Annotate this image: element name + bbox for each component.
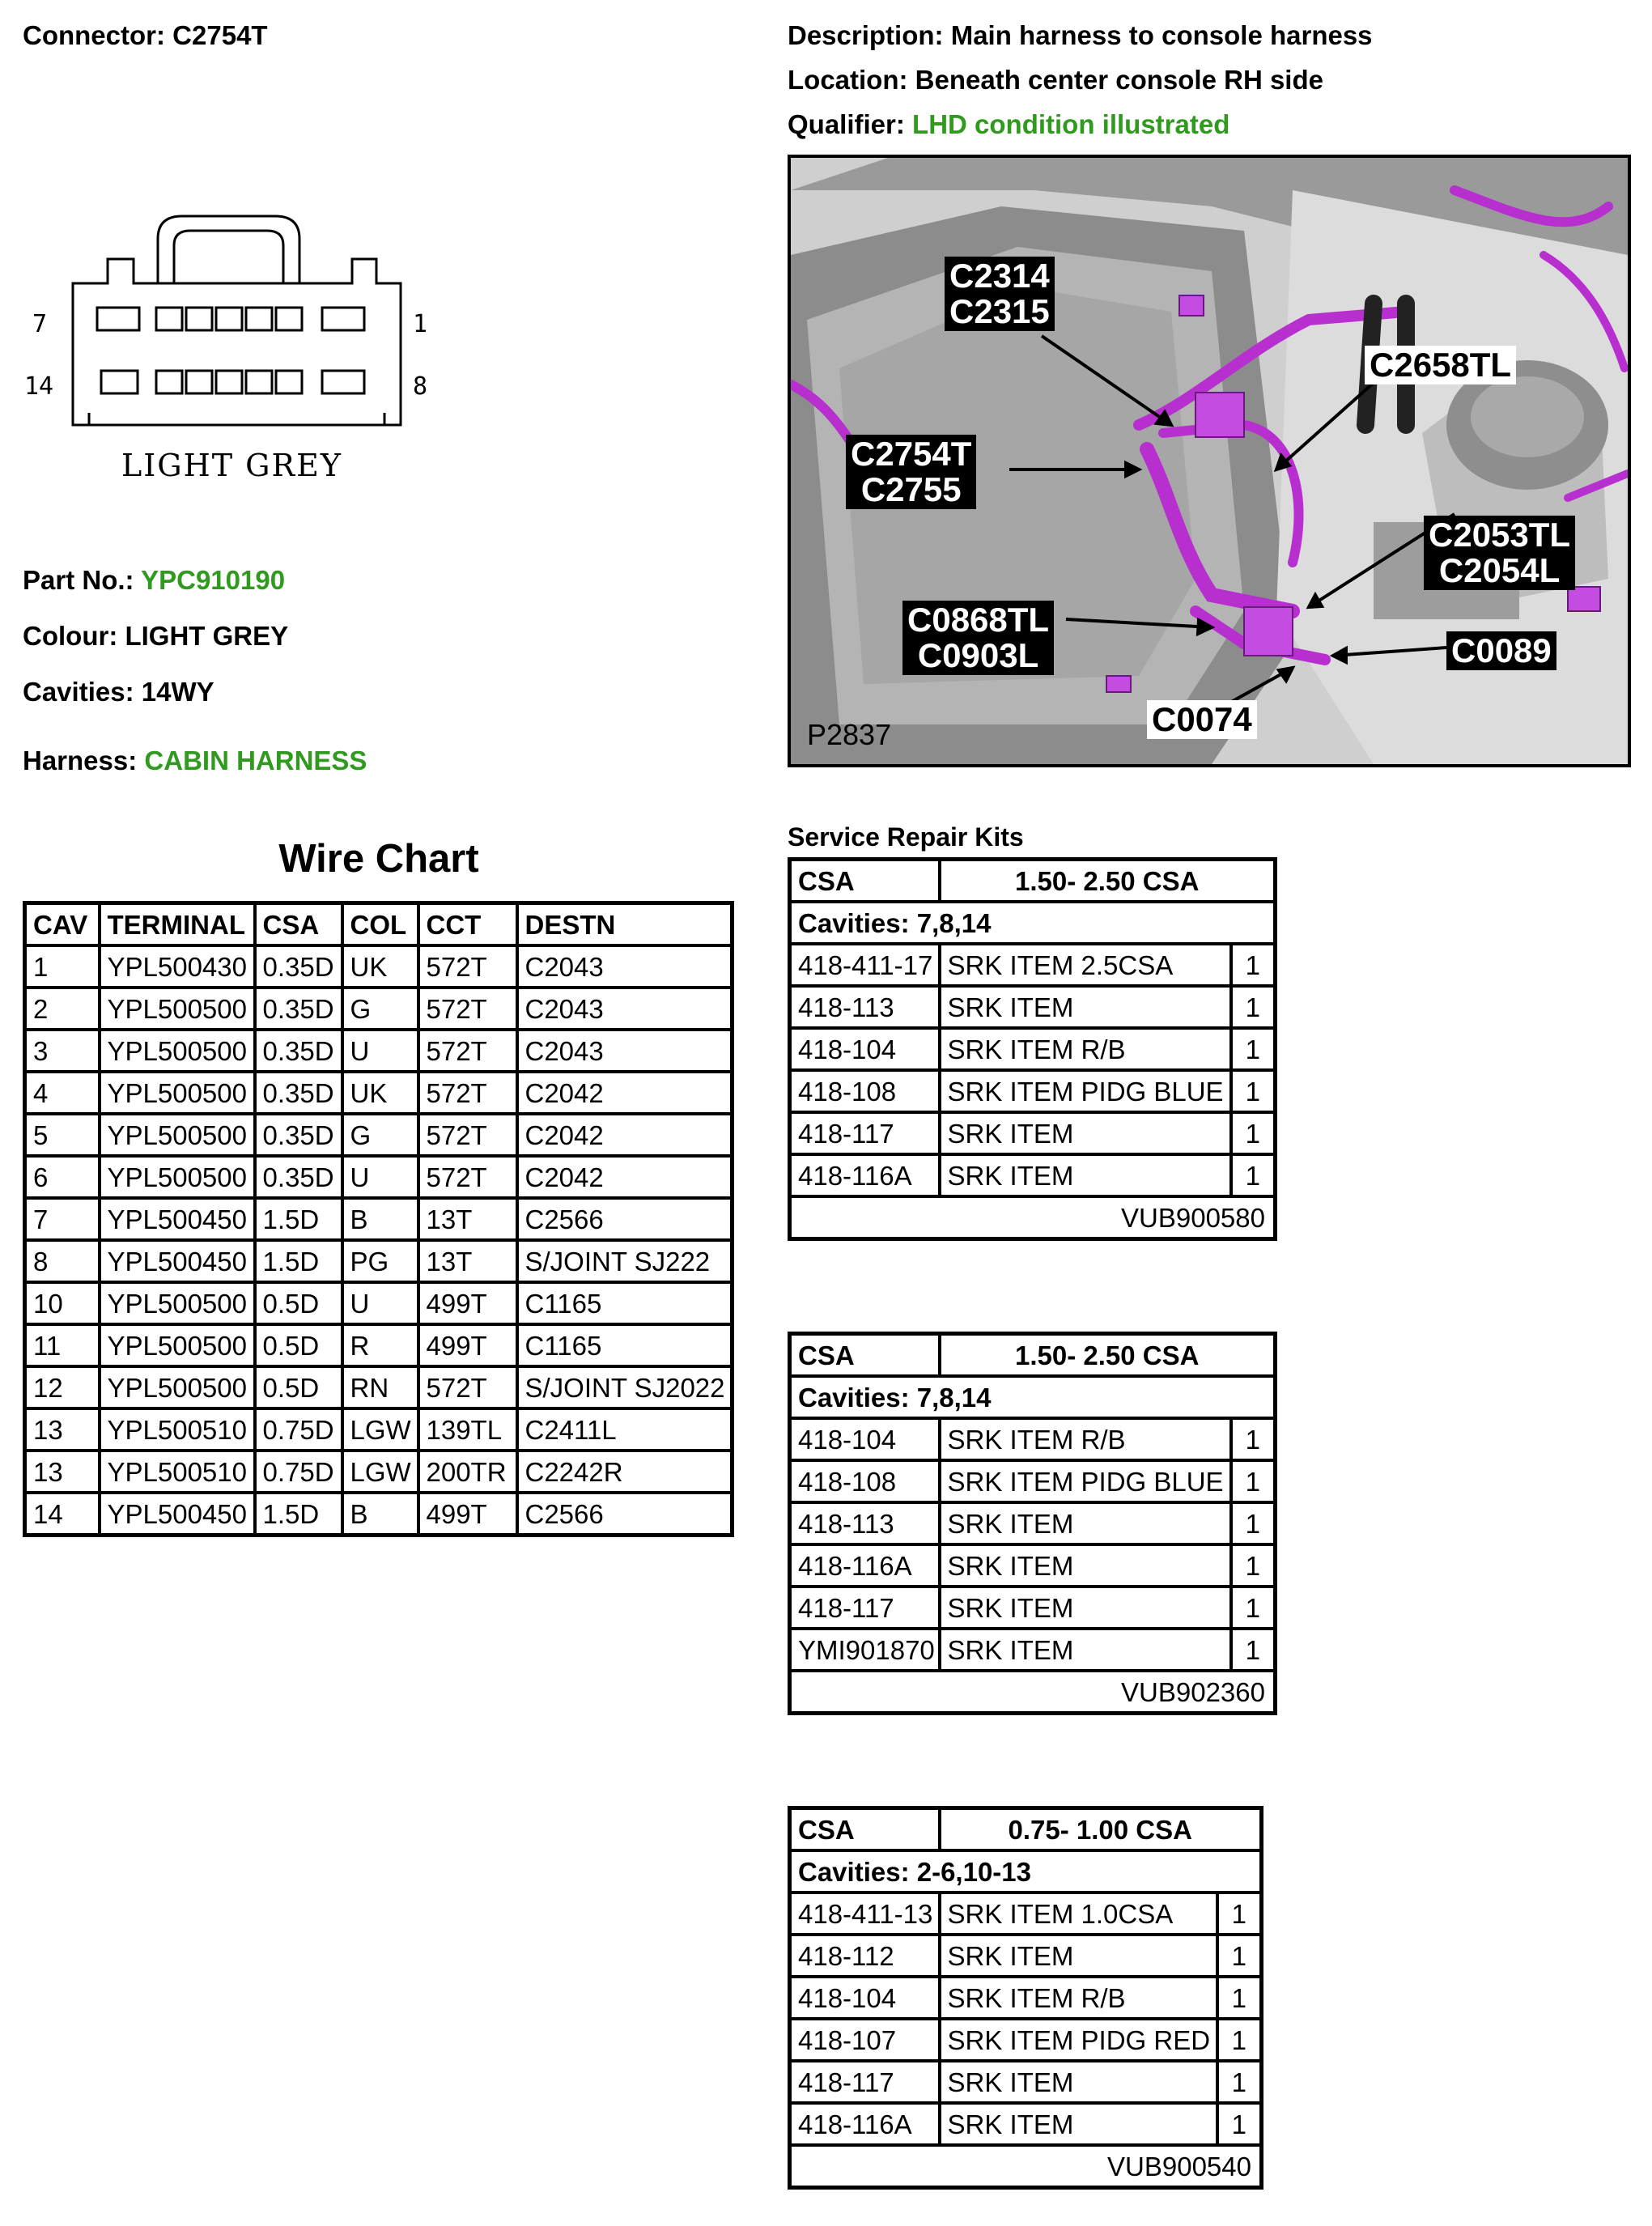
wire-cell-cav: 2 xyxy=(25,988,100,1030)
wire-cell-terminal: YPL500500 xyxy=(100,1324,255,1366)
wire-cell-csa: 1.5D xyxy=(255,1240,342,1282)
kit-cavities: Cavities: 7,8,14 xyxy=(790,1376,1276,1418)
header-col: COL xyxy=(342,903,418,946)
wire-cell-cav: 11 xyxy=(25,1324,100,1366)
wire-cell-csa: 0.35D xyxy=(255,1156,342,1198)
wire-cell-cct: 572T xyxy=(418,1114,517,1156)
kit-item-qty: 1 xyxy=(1231,1502,1276,1544)
service-kit-table-3 xyxy=(788,1806,1263,2190)
wire-cell-cct: 200TR xyxy=(418,1451,517,1493)
wire-cell-col: U xyxy=(342,1030,418,1072)
wire-cell-cav: 1 xyxy=(25,945,100,988)
wire-cell-col: RN xyxy=(342,1366,418,1408)
wire-cell-col: U xyxy=(342,1282,418,1324)
kit-item-row xyxy=(790,1544,1276,1587)
wire-cell-destn: C2042 xyxy=(517,1072,733,1114)
kit-item-row xyxy=(790,1587,1276,1629)
wire-cell-cav: 8 xyxy=(25,1240,100,1282)
kit-item-row xyxy=(790,1935,1262,1977)
kit-number: VUB900540 xyxy=(790,2145,1262,2188)
wire-cell-cct: 572T xyxy=(418,1072,517,1114)
kit-item-qty: 1 xyxy=(1231,986,1276,1028)
kit-number-row xyxy=(790,1671,1276,1714)
wire-cell-csa: 0.35D xyxy=(255,988,342,1030)
service-kit-table-1 xyxy=(788,857,1277,1241)
kit-item-part: 418-113 xyxy=(790,986,940,1028)
kit-number-row xyxy=(790,1196,1276,1239)
wire-cell-cav: 5 xyxy=(25,1114,100,1156)
wire-chart-title: Wire Chart xyxy=(278,837,479,881)
location-label: Location: xyxy=(788,65,908,95)
kit-item-part: 418-104 xyxy=(790,1977,940,2019)
wire-cell-destn: C2043 xyxy=(517,945,733,988)
wire-row xyxy=(25,988,733,1030)
wire-cell-csa: 0.35D xyxy=(255,1072,342,1114)
kit-item-qty: 1 xyxy=(1231,944,1276,986)
wire-row xyxy=(25,1408,733,1451)
kit-cavities: Cavities: 2-6,10-13 xyxy=(790,1850,1262,1893)
header-cav: CAV xyxy=(25,903,100,946)
kit-item-description: SRK ITEM R/B xyxy=(940,1028,1231,1070)
kit-item-part: 418-116A xyxy=(790,2103,940,2145)
wire-cell-cct: 13T xyxy=(418,1240,517,1282)
wire-cell-csa: 0.75D xyxy=(255,1408,342,1451)
header-destn: DESTN xyxy=(517,903,733,946)
wire-cell-col: LGW xyxy=(342,1451,418,1493)
wire-cell-destn: S/JOINT SJ222 xyxy=(517,1240,733,1282)
location-photo xyxy=(788,155,1631,767)
kit-item-description: SRK ITEM xyxy=(940,2061,1217,2103)
wire-cell-cct: 572T xyxy=(418,988,517,1030)
kit-item-description: SRK ITEM R/B xyxy=(940,1977,1217,2019)
wire-row xyxy=(25,1114,733,1156)
wire-cell-cav: 14 xyxy=(25,1493,100,1536)
wire-cell-destn: C2566 xyxy=(517,1493,733,1536)
kit-item-description: SRK ITEM 1.0CSA xyxy=(940,1893,1217,1935)
kit-csa-label: CSA xyxy=(790,1334,940,1377)
kit-item-description: SRK ITEM xyxy=(940,2103,1217,2145)
kit-cavities: Cavities: 7,8,14 xyxy=(790,902,1276,944)
wire-cell-terminal: YPL500500 xyxy=(100,1114,255,1156)
wire-cell-csa: 0.5D xyxy=(255,1324,342,1366)
kit-header-row xyxy=(790,1808,1262,1851)
kit-item-part: 418-107 xyxy=(790,2019,940,2061)
kit-item-part: 418-116A xyxy=(790,1544,940,1587)
kit-item-qty: 1 xyxy=(1231,1112,1276,1154)
wire-cell-cav: 6 xyxy=(25,1156,100,1198)
kit-item-part: YMI901870 xyxy=(790,1629,940,1671)
kit-cavities-row xyxy=(790,1376,1276,1418)
wire-cell-col: B xyxy=(342,1493,418,1536)
wire-cell-terminal: YPL500450 xyxy=(100,1493,255,1536)
qualifier-line xyxy=(788,111,1229,138)
callout-c2754t-c2755: C2754T C2755 xyxy=(846,435,976,509)
kit-item-qty: 1 xyxy=(1231,1460,1276,1502)
connector-value: C2754T xyxy=(172,20,268,50)
wire-row xyxy=(25,1156,733,1198)
wire-cell-cav: 13 xyxy=(25,1408,100,1451)
kit-item-qty: 1 xyxy=(1231,1070,1276,1112)
kit-item-row xyxy=(790,1070,1276,1112)
wire-cell-cct: 499T xyxy=(418,1282,517,1324)
wire-row xyxy=(25,1282,733,1324)
wire-cell-col: B xyxy=(342,1198,418,1240)
wire-row xyxy=(25,1072,733,1114)
kit-csa-label: CSA xyxy=(790,860,940,903)
wire-cell-csa: 1.5D xyxy=(255,1198,342,1240)
pin-7-label: 7 xyxy=(32,310,48,338)
description-label: Description: xyxy=(788,20,944,50)
connector-color-caption: LIGHT GREY xyxy=(121,448,342,483)
wire-row xyxy=(25,945,733,988)
wire-cell-col: UK xyxy=(342,945,418,988)
kit-item-description: SRK ITEM xyxy=(940,1544,1231,1587)
kit-item-qty: 1 xyxy=(1217,2103,1262,2145)
kit-item-part: 418-117 xyxy=(790,1112,940,1154)
kit-item-part: 418-108 xyxy=(790,1070,940,1112)
wire-chart-table xyxy=(23,901,734,1537)
figure-id: P2837 xyxy=(807,718,892,751)
kit-item-part: 418-113 xyxy=(790,1502,940,1544)
kit-item-qty: 1 xyxy=(1231,1629,1276,1671)
kit-item-row xyxy=(790,2103,1262,2145)
kit-item-row xyxy=(790,1629,1276,1671)
harness-value: CABIN HARNESS xyxy=(144,746,367,775)
kit-item-qty: 1 xyxy=(1231,1154,1276,1196)
cavities-label: Cavities: xyxy=(23,677,134,707)
callout-c2314-c2315: C2314 C2315 xyxy=(945,257,1055,331)
wire-cell-cav: 3 xyxy=(25,1030,100,1072)
kit-item-row xyxy=(790,986,1276,1028)
kit-item-qty: 1 xyxy=(1231,1587,1276,1629)
wire-cell-csa: 0.5D xyxy=(255,1366,342,1408)
location-line xyxy=(788,66,1323,93)
kit-item-qty: 1 xyxy=(1217,1935,1262,1977)
kit-item-description: SRK ITEM xyxy=(940,1629,1231,1671)
kit-csa-value: 0.75- 1.00 CSA xyxy=(940,1808,1262,1851)
callout-c0868tl-c0903l: C0868TL C0903L xyxy=(902,601,1054,675)
wire-cell-destn: C2042 xyxy=(517,1156,733,1198)
wire-cell-cct: 139TL xyxy=(418,1408,517,1451)
wire-cell-cav: 12 xyxy=(25,1366,100,1408)
kit-item-row xyxy=(790,1418,1276,1460)
kit-item-qty: 1 xyxy=(1217,1893,1262,1935)
kit-item-description: SRK ITEM xyxy=(940,1112,1231,1154)
harness-line xyxy=(23,747,367,774)
colour-line xyxy=(23,622,288,649)
part-no-line xyxy=(23,567,285,593)
colour-label: Colour: xyxy=(23,621,118,651)
kit-number: VUB902360 xyxy=(790,1671,1276,1714)
kit-item-description: SRK ITEM xyxy=(940,1502,1231,1544)
wire-cell-terminal: YPL500500 xyxy=(100,1282,255,1324)
wire-cell-destn: S/JOINT SJ2022 xyxy=(517,1366,733,1408)
wire-cell-terminal: YPL500430 xyxy=(100,945,255,988)
wire-cell-terminal: YPL500500 xyxy=(100,1366,255,1408)
kit-item-description: SRK ITEM xyxy=(940,1587,1231,1629)
wire-cell-cct: 572T xyxy=(418,1156,517,1198)
wire-cell-cct: 499T xyxy=(418,1493,517,1536)
kit-item-row xyxy=(790,1893,1262,1935)
wire-cell-col: U xyxy=(342,1156,418,1198)
kit-header-row xyxy=(790,860,1276,903)
wire-row xyxy=(25,1198,733,1240)
kit-item-part: 418-116A xyxy=(790,1154,940,1196)
kit-item-description: SRK ITEM PIDG BLUE xyxy=(940,1460,1231,1502)
header-cct: CCT xyxy=(418,903,517,946)
kit-item-qty: 1 xyxy=(1231,1418,1276,1460)
wire-cell-csa: 0.35D xyxy=(255,1114,342,1156)
kit-item-part: 418-411-17 xyxy=(790,944,940,986)
wire-cell-cct: 572T xyxy=(418,1366,517,1408)
kit-item-description: SRK ITEM xyxy=(940,1935,1217,1977)
wire-cell-col: LGW xyxy=(342,1408,418,1451)
kit-item-row xyxy=(790,1028,1276,1070)
kit-item-row xyxy=(790,944,1276,986)
kit-item-qty: 1 xyxy=(1217,1977,1262,2019)
kit-item-row xyxy=(790,2019,1262,2061)
header-csa: CSA xyxy=(255,903,342,946)
wire-cell-col: G xyxy=(342,1114,418,1156)
wire-cell-csa: 0.35D xyxy=(255,1030,342,1072)
wire-cell-col: PG xyxy=(342,1240,418,1282)
kit-item-row xyxy=(790,2061,1262,2103)
kit-header-row xyxy=(790,1334,1276,1377)
wire-cell-col: R xyxy=(342,1324,418,1366)
wire-cell-terminal: YPL500500 xyxy=(100,1156,255,1198)
kit-csa-label: CSA xyxy=(790,1808,940,1851)
connector-label: Connector: xyxy=(23,20,165,50)
kit-item-part: 418-117 xyxy=(790,1587,940,1629)
wire-cell-destn: C2043 xyxy=(517,988,733,1030)
callout-c2053tl-c2054l: C2053TL C2054L xyxy=(1424,516,1575,590)
kit-item-description: SRK ITEM PIDG BLUE xyxy=(940,1070,1231,1112)
pin-1-label: 1 xyxy=(413,310,428,338)
kit-csa-value: 1.50- 2.50 CSA xyxy=(940,1334,1276,1377)
kit-item-description: SRK ITEM xyxy=(940,1154,1231,1196)
wire-cell-terminal: YPL500450 xyxy=(100,1240,255,1282)
wire-cell-col: G xyxy=(342,988,418,1030)
kit-cavities-row xyxy=(790,1850,1262,1893)
kit-number-row xyxy=(790,2145,1262,2188)
location-value: Beneath center console RH side xyxy=(915,65,1323,95)
description-line xyxy=(788,22,1373,49)
pin-8-label: 8 xyxy=(413,372,428,401)
cavities-value: 14WY xyxy=(141,677,214,707)
wire-cell-csa: 0.35D xyxy=(255,945,342,988)
wire-cell-destn: C2043 xyxy=(517,1030,733,1072)
kit-item-description: SRK ITEM PIDG RED xyxy=(940,2019,1217,2061)
wire-row xyxy=(25,1324,733,1366)
wire-cell-destn: C1165 xyxy=(517,1324,733,1366)
wire-chart-header-row xyxy=(25,903,733,946)
colour-value: LIGHT GREY xyxy=(125,621,289,651)
kit-item-row xyxy=(790,1460,1276,1502)
wire-cell-destn: C1165 xyxy=(517,1282,733,1324)
description-value: Main harness to console harness xyxy=(950,20,1373,50)
wire-cell-cct: 572T xyxy=(418,1030,517,1072)
wire-cell-destn: C2242R xyxy=(517,1451,733,1493)
service-kit-table-2 xyxy=(788,1332,1277,1715)
kit-item-description: SRK ITEM xyxy=(940,986,1231,1028)
wire-cell-csa: 0.75D xyxy=(255,1451,342,1493)
kit-item-part: 418-108 xyxy=(790,1460,940,1502)
kit-item-qty: 1 xyxy=(1217,2019,1262,2061)
kit-item-part: 418-112 xyxy=(790,1935,940,1977)
wire-cell-destn: C2566 xyxy=(517,1198,733,1240)
kit-item-row xyxy=(790,1977,1262,2019)
cavities-line xyxy=(23,678,214,705)
wire-cell-terminal: YPL500450 xyxy=(100,1198,255,1240)
wire-cell-cav: 10 xyxy=(25,1282,100,1324)
service-repair-kits-title: Service Repair Kits xyxy=(788,822,1024,852)
wire-cell-cct: 13T xyxy=(418,1198,517,1240)
wire-cell-cav: 7 xyxy=(25,1198,100,1240)
wire-cell-destn: C2411L xyxy=(517,1408,733,1451)
kit-cavities-row xyxy=(790,902,1276,944)
kit-item-part: 418-117 xyxy=(790,2061,940,2103)
part-no-value: YPC910190 xyxy=(141,565,286,595)
wire-row xyxy=(25,1240,733,1282)
harness-label: Harness: xyxy=(23,746,138,775)
wire-cell-terminal: YPL500500 xyxy=(100,1030,255,1072)
connector-face-diagram xyxy=(20,206,441,498)
wire-cell-cav: 4 xyxy=(25,1072,100,1114)
kit-number: VUB900580 xyxy=(790,1196,1276,1239)
callout-c0074: C0074 xyxy=(1147,700,1257,739)
wire-row xyxy=(25,1493,733,1536)
kit-item-description: SRK ITEM 2.5CSA xyxy=(940,944,1231,986)
pin-14-label: 14 xyxy=(24,372,54,401)
connector-line xyxy=(23,22,268,49)
kit-item-part: 418-411-13 xyxy=(790,1893,940,1935)
kit-item-row xyxy=(790,1112,1276,1154)
wire-row xyxy=(25,1451,733,1493)
kit-item-qty: 1 xyxy=(1231,1544,1276,1587)
kit-csa-value: 1.50- 2.50 CSA xyxy=(940,860,1276,903)
wire-cell-terminal: YPL500500 xyxy=(100,1072,255,1114)
kit-item-qty: 1 xyxy=(1231,1028,1276,1070)
kit-item-row xyxy=(790,1502,1276,1544)
header-terminal: TERMINAL xyxy=(100,903,255,946)
qualifier-label: Qualifier: xyxy=(788,109,905,139)
part-no-label: Part No.: xyxy=(23,565,134,595)
wire-row xyxy=(25,1030,733,1072)
wire-row xyxy=(25,1366,733,1408)
kit-item-qty: 1 xyxy=(1217,2061,1262,2103)
wire-cell-terminal: YPL500500 xyxy=(100,988,255,1030)
wire-cell-terminal: YPL500510 xyxy=(100,1451,255,1493)
kit-item-description: SRK ITEM R/B xyxy=(940,1418,1231,1460)
wire-cell-cct: 572T xyxy=(418,945,517,988)
wire-cell-cav: 13 xyxy=(25,1451,100,1493)
kit-item-part: 418-104 xyxy=(790,1418,940,1460)
callout-c0089: C0089 xyxy=(1446,631,1556,670)
wire-cell-csa: 0.5D xyxy=(255,1282,342,1324)
callout-c2658tl: C2658TL xyxy=(1365,346,1516,384)
wire-cell-col: UK xyxy=(342,1072,418,1114)
wire-cell-terminal: YPL500510 xyxy=(100,1408,255,1451)
qualifier-value: LHD condition illustrated xyxy=(912,109,1230,139)
wire-cell-cct: 499T xyxy=(418,1324,517,1366)
kit-item-row xyxy=(790,1154,1276,1196)
kit-item-part: 418-104 xyxy=(790,1028,940,1070)
wire-cell-destn: C2042 xyxy=(517,1114,733,1156)
wire-cell-csa: 1.5D xyxy=(255,1493,342,1536)
